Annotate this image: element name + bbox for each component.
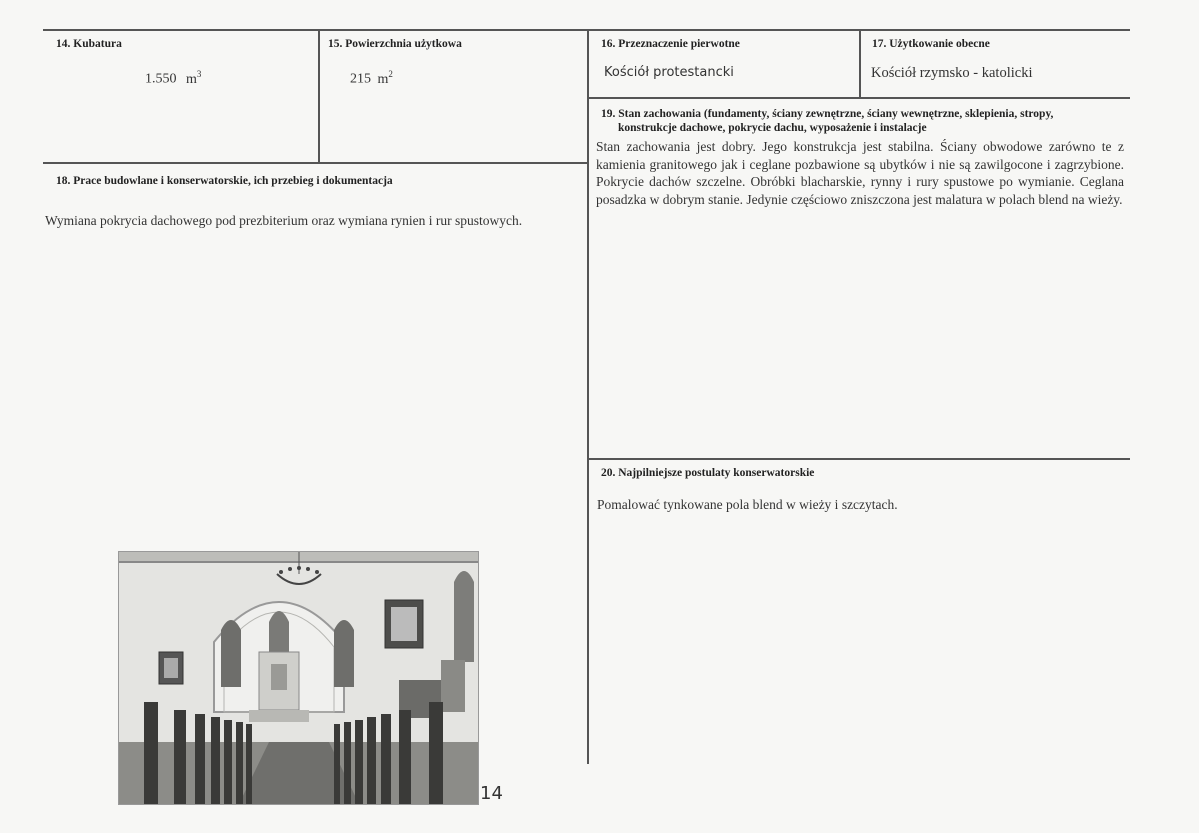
field-18-heading: 18. Prace budowlane i konserwatorskie, ich przebieg i dokumentacja	[56, 175, 393, 187]
field-15-heading: 15. Powierzchnia użytkowa	[328, 38, 462, 50]
area-unit: m	[377, 71, 389, 87]
field-17-value: Kościół rzymsko - katolicki	[871, 65, 1033, 81]
line-under-16-17	[587, 97, 1130, 99]
center-divider	[587, 29, 589, 764]
church-interior-photo	[118, 551, 479, 805]
field-18-value: Wymiana pokrycia dachowego pod prezbiterium oraz wymiana rynien i rur spustowych.	[45, 213, 523, 228]
field-17-heading: 17. Użytkowanie obecne	[872, 38, 990, 50]
cubature-number: 1.550	[145, 71, 177, 87]
field-19-heading-line2: konstrukcje dachowe, pokrycie dachu, wyposażenie i instalacje	[618, 122, 927, 134]
field-16-value: Kościół protestancki	[604, 65, 734, 80]
field-19-heading	[601, 107, 1053, 135]
page-number: 14	[480, 783, 503, 804]
area-unit-exponent: 2	[388, 69, 393, 79]
area-number: 215	[350, 71, 371, 87]
field-19-heading-line1: 19. Stan zachowania (fundamenty, ściany zewnętrzne, ściany wewnętrzne, sklepienia, stropy,	[601, 108, 1054, 120]
field-14-value	[145, 65, 201, 89]
field-16-heading: 16. Przeznaczenie pierwotne	[601, 38, 740, 50]
field-20-heading: 20. Najpilniejsze postulaty konserwatorskie	[601, 467, 815, 479]
line-under-19	[587, 458, 1130, 460]
line-under-14-15	[43, 162, 588, 164]
divider-14-15	[318, 29, 320, 163]
field-19-value: Stan zachowania jest dobry. Jego konstrukcja jest stabilna. Ściany obwodowe zarówno te z kamienia granitowego jak i ceglane pozbawione są ubytków i nie są zawilgocone i zagrzybione. Pokrycie dachów szczelne. Obróbki blacharskie, rynny i rury spustowe po wymianie. Ceglana posadzka w dobrym stanie. Jedynie częściowo zniszczona jest malatura w polach blend na wieży.	[596, 139, 1124, 207]
church-interior-illustration	[119, 552, 478, 804]
divider-16-17	[859, 29, 861, 98]
cubature-unit: m	[186, 71, 197, 87]
field-20-value: Pomalować tynkowane pola blend w wieży i szczytach.	[597, 497, 898, 512]
field-15-value	[350, 65, 393, 89]
cubature-unit-exponent: 3	[196, 69, 202, 79]
field-14-heading: 14. Kubatura	[56, 38, 122, 50]
